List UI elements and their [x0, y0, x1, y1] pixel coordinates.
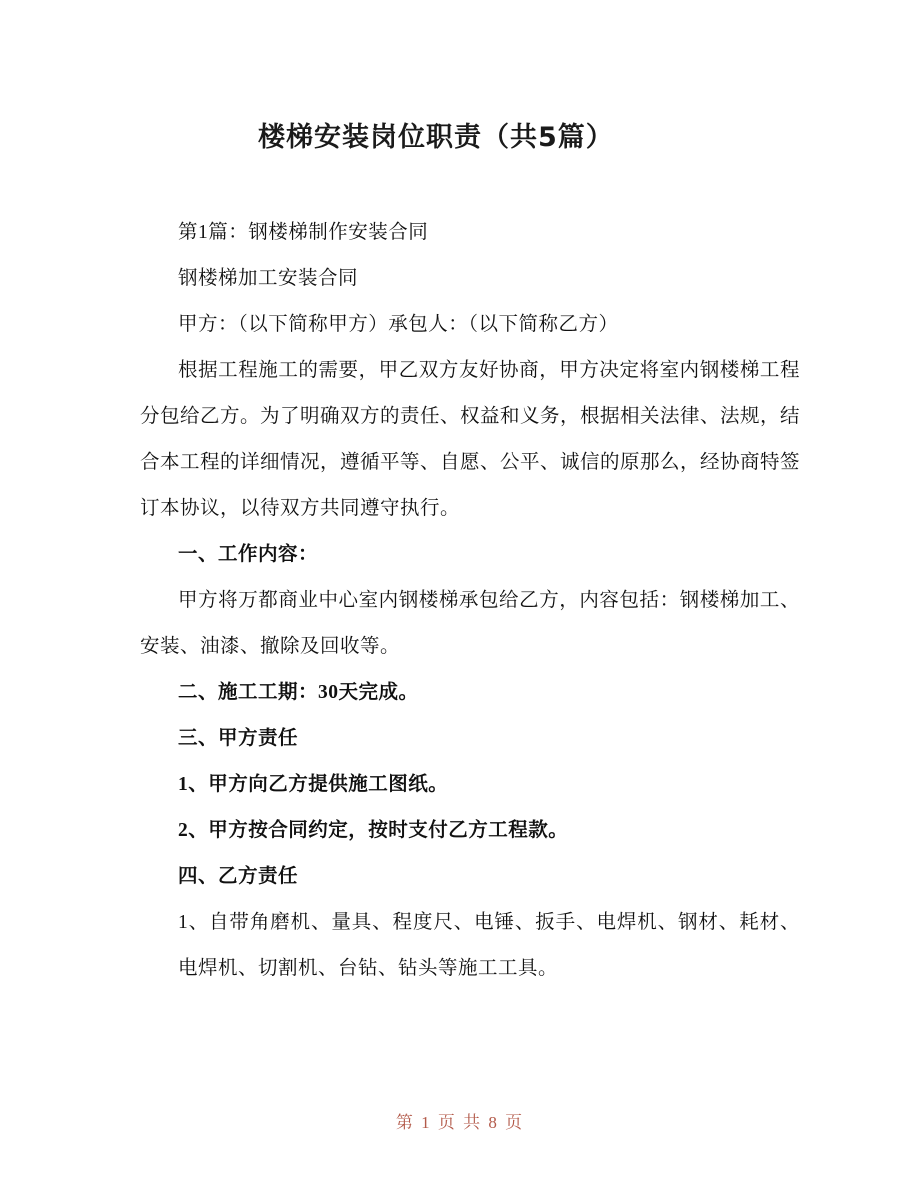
- paragraph: 1、自带角磨机、量具、程度尺、电锤、扳手、电焊机、钢材、耗材、电焊机、切割机、台钻、钻头等施工工具。: [178, 912, 800, 979]
- paragraph: 1、甲方向乙方提供施工图纸。: [178, 774, 449, 795]
- paragraph: 甲方将万都商业中心室内钢楼梯承包给乙方，内容包括：钢楼梯加工、安装、油漆、撤除及回收等。: [140, 590, 800, 657]
- paragraph: 甲方：（以下简称甲方）承包人：（以下简称乙方）: [178, 314, 619, 335]
- document-body: [140, 210, 800, 992]
- footer-middle: 页 共: [437, 1113, 483, 1132]
- footer-suffix: 页: [505, 1113, 525, 1132]
- paragraph-heading: 三、甲方责任: [178, 728, 299, 749]
- footer-prefix: 第: [395, 1113, 415, 1132]
- paragraph: 根据工程施工的需要，甲乙双方友好协商，甲方决定将室内钢楼梯工程分包给乙方。为了明确双方的责任、权益和义务，根据相关法律、法规，结合本工程的详细情况，遵循平等、自愿、公平、诚信的原那么，经协商特签订本协议，以待双方共同遵守执行。: [140, 360, 801, 519]
- paragraph: 第1篇：钢楼梯制作安装合同: [178, 222, 429, 243]
- footer-total-pages: 8: [488, 1113, 499, 1132]
- page-title: 楼梯安装岗位职责（共5篇）: [258, 122, 614, 153]
- paragraph: 2、甲方按合同约定，按时支付乙方工程款。: [178, 820, 569, 841]
- paragraph-heading: 一、工作内容：: [178, 544, 319, 565]
- paragraph-heading: 二、施工工期：30天完成。: [178, 682, 419, 703]
- footer-current-page: 1: [421, 1113, 432, 1132]
- paragraph: 钢楼梯加工安装合同: [178, 268, 359, 289]
- page-footer: [0, 1108, 920, 1133]
- paragraph-heading: 四、乙方责任: [178, 866, 299, 887]
